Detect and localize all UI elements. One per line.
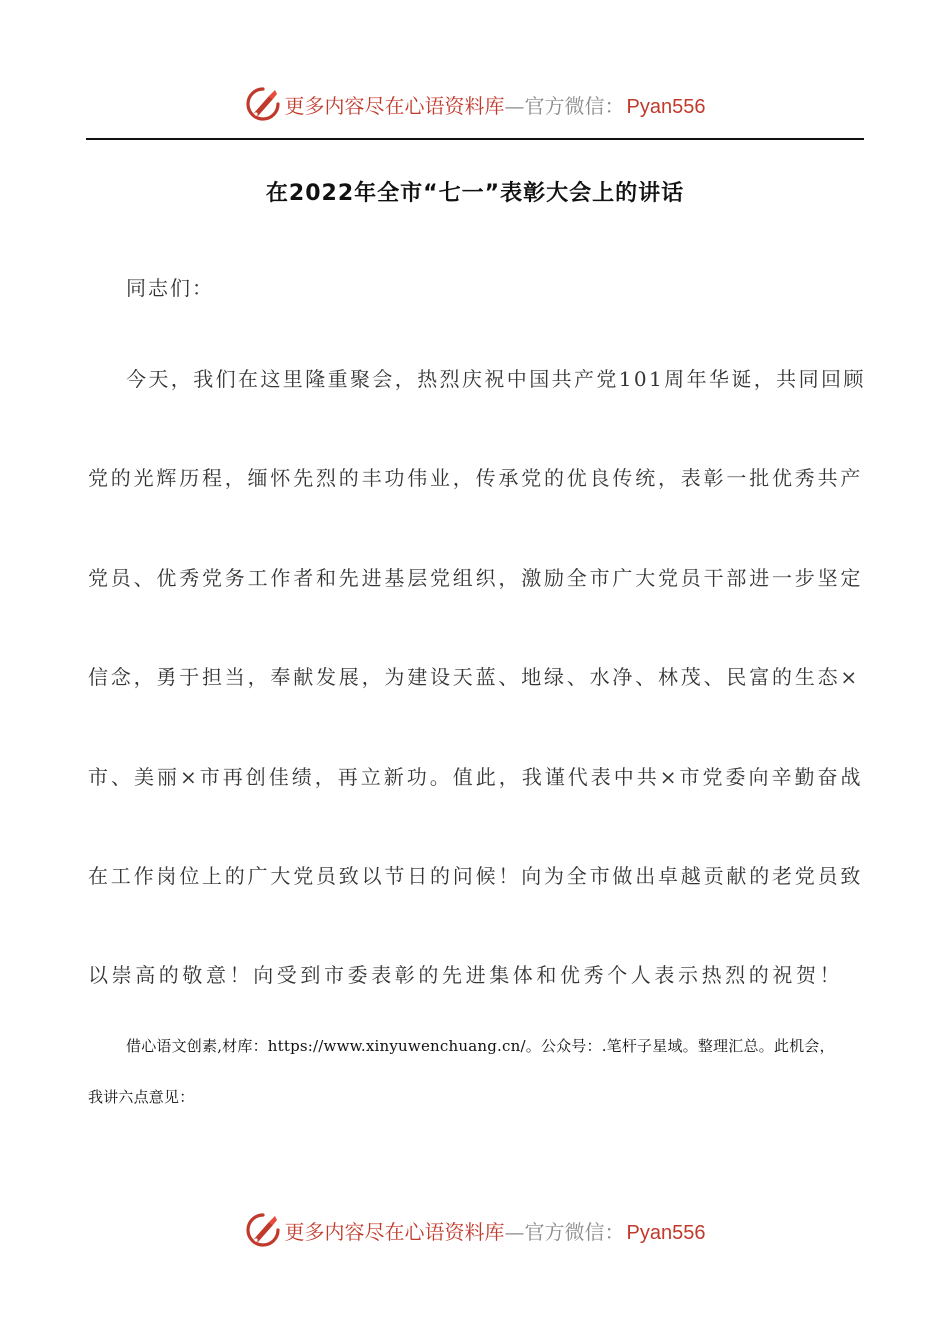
banner-text xyxy=(285,1216,706,1245)
paragraph-line: 市、美丽×市再创佳绩，再立新功。值此，我谨代表中共×市党委向辛勤奋战 xyxy=(88,765,864,789)
header-banner xyxy=(0,82,950,126)
banner-main-text: 更多内容尽在心语资料库 xyxy=(284,93,505,118)
paragraph-line: 在工作岗位上的广大党员致以节日的问候！向为全市做出卓越贡献的老党员致 xyxy=(88,864,864,888)
note-line: 借心语文创素,材库：https://www.xinyuwenchuang.cn/。公众号：.笔杆子星域。整理汇总。此机会， xyxy=(126,1037,835,1055)
pen-circle-logo-icon xyxy=(245,1212,281,1248)
footer-banner xyxy=(0,1208,950,1252)
banner-main-text: 更多内容尽在心语资料库 xyxy=(284,1219,505,1244)
banner-wechat-id: Pyan556 xyxy=(626,95,706,118)
header-divider xyxy=(86,138,864,140)
paragraph-line: 今天，我们在这里隆重聚会，热烈庆祝中国共产党101周年华诞，共同回顾 xyxy=(126,367,866,391)
paragraph-line: 信念，勇于担当，奉献发展，为建设天蓝、地绿、水净、林茂、民富的生态× xyxy=(88,665,860,689)
paragraph-line: 党的光辉历程，缅怀先烈的丰功伟业，传承党的优良传统，表彰一批优秀共产 xyxy=(88,466,864,490)
paragraph-line: 党员、优秀党务工作者和先进基层党组织，激励全市广大党员干部进一步坚定 xyxy=(88,566,864,590)
pen-circle-logo-icon xyxy=(245,86,281,122)
banner-wechat-label: 官方微信： xyxy=(524,1219,625,1244)
document-title: 在2022年全市“七一”表彰大会上的讲话 xyxy=(265,181,685,206)
banner-wechat-label: 官方微信： xyxy=(524,93,625,118)
paragraph-line: 以崇高的敬意！向受到市委表彰的先进集体和优秀个人表示热烈的祝贺！ xyxy=(88,963,844,987)
note-line: 我讲六点意见： xyxy=(88,1088,195,1106)
banner-text xyxy=(285,90,706,119)
banner-separator: — xyxy=(504,93,525,118)
banner-wechat-id: Pyan556 xyxy=(626,1221,706,1244)
banner-separator: — xyxy=(504,1219,525,1244)
salutation: 同志们： xyxy=(126,276,214,300)
